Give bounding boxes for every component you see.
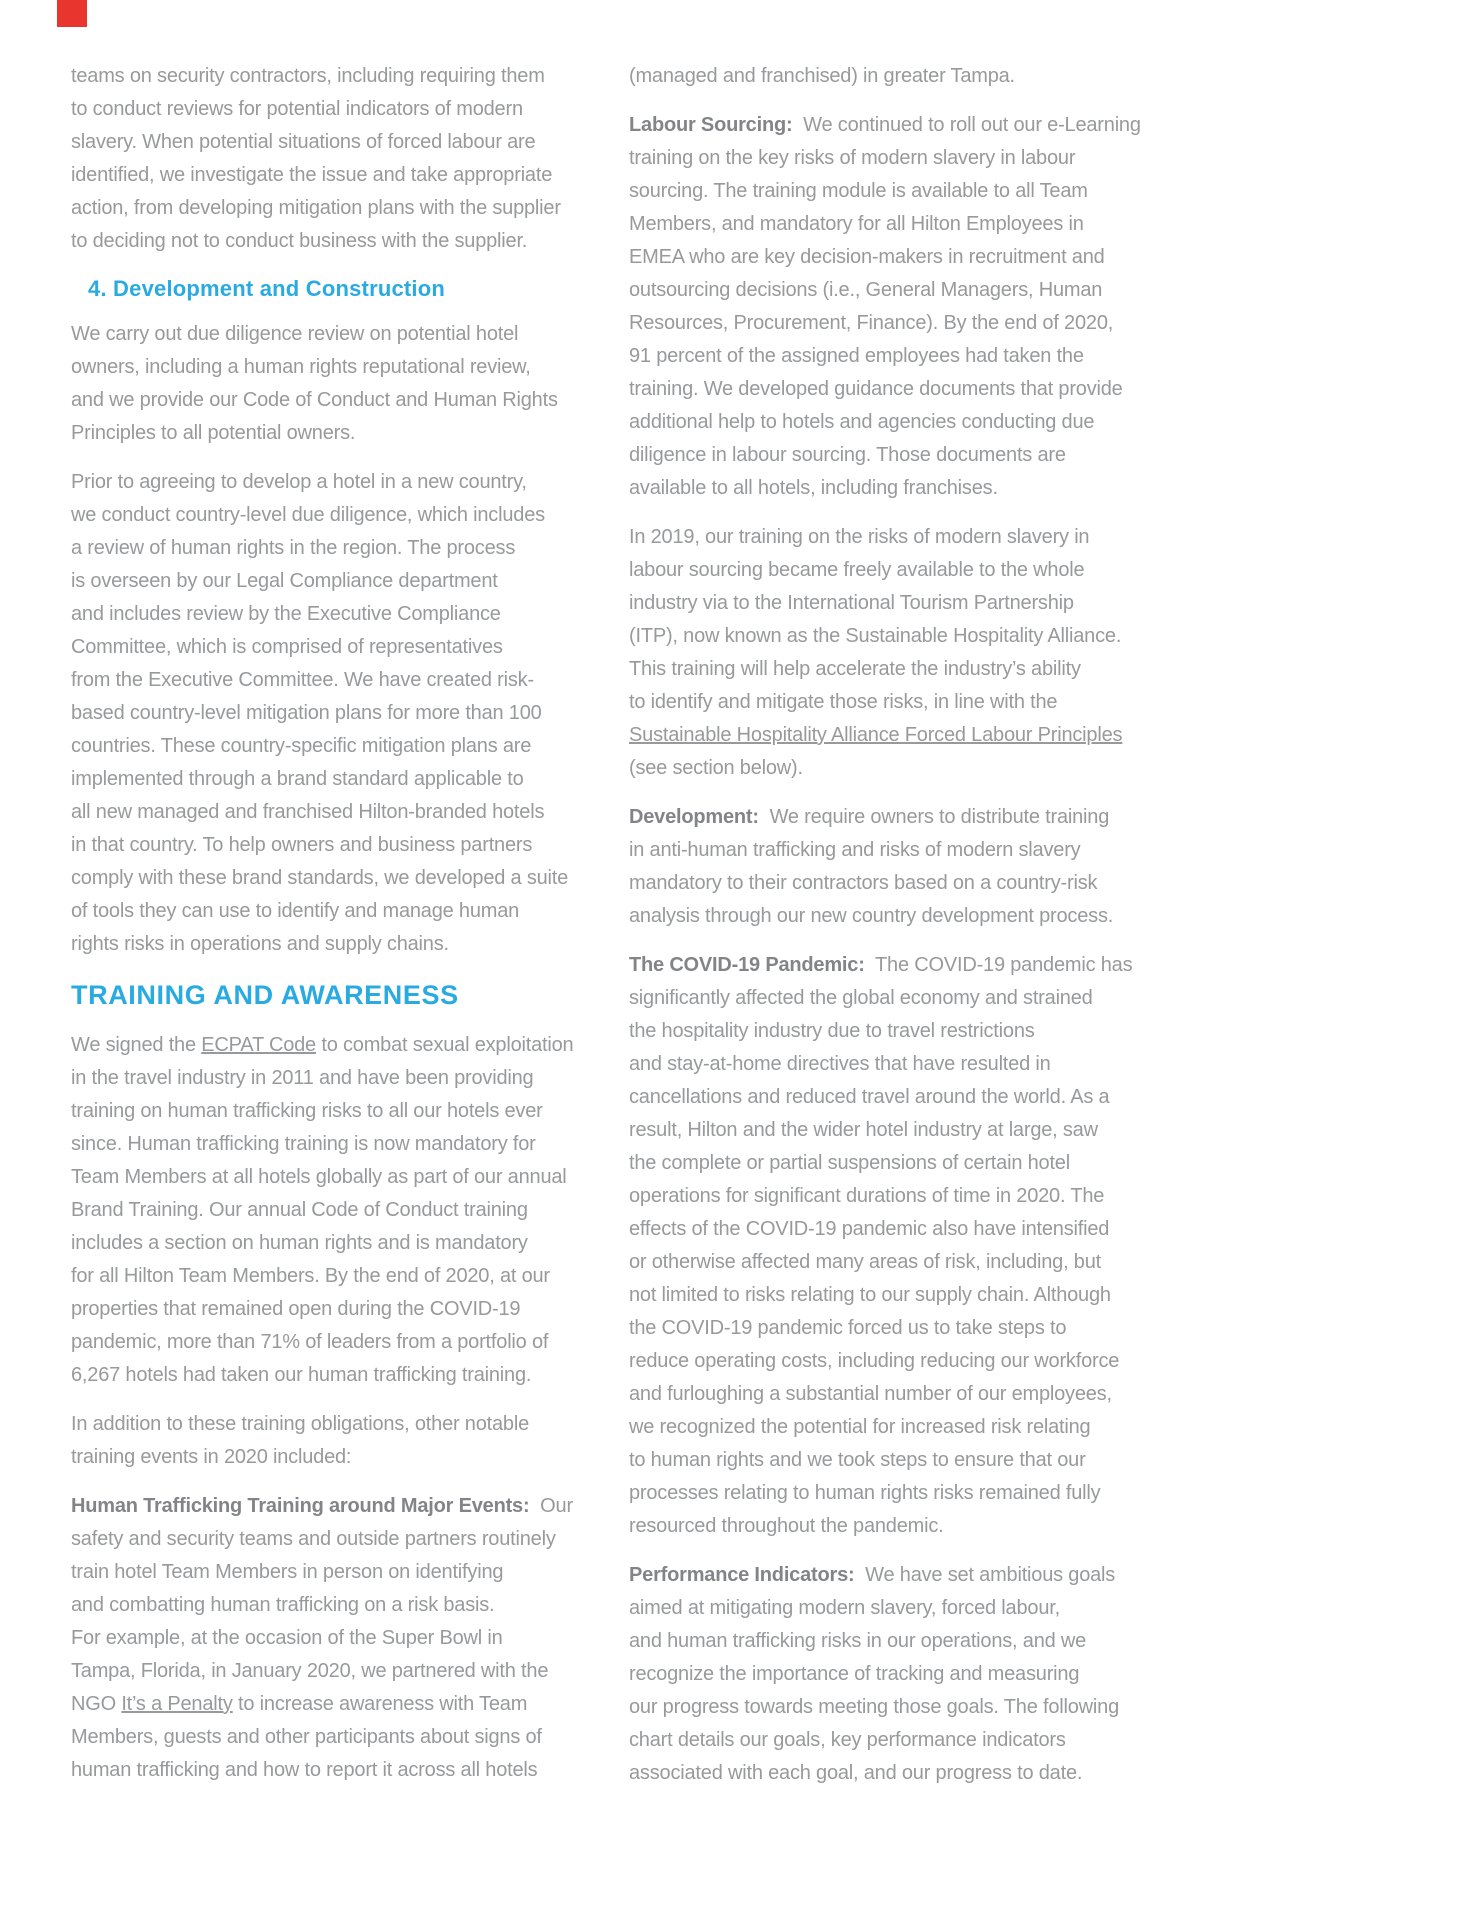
text-line <box>71 1441 587 1474</box>
text-line <box>629 1345 1145 1378</box>
paragraph <box>629 109 1145 505</box>
text-segment: action, from developing mitigation plans with the supplier <box>71 197 561 219</box>
text-segment: result, Hilton and the wider hotel industry at large, saw <box>629 1119 1098 1141</box>
text-line <box>629 406 1145 439</box>
text-segment: cancellations and reduced travel around the world. As a <box>629 1086 1110 1108</box>
text-line <box>629 373 1145 406</box>
text-line <box>71 862 587 895</box>
text-segment: and combatting human trafficking on a risk basis. <box>71 1594 495 1616</box>
text-line <box>629 900 1145 933</box>
text-line <box>71 664 587 697</box>
text-segment: properties that remained open during the COVID-19 <box>71 1298 521 1320</box>
text-segment: (see section below). <box>629 757 803 779</box>
text-line <box>629 1592 1145 1625</box>
text-line <box>629 1213 1145 1246</box>
text-segment: not limited to risks relating to our supply chain. Although <box>629 1284 1111 1306</box>
text-segment: and human trafficking risks in our operations, and we <box>629 1630 1087 1652</box>
text-line <box>71 1556 587 1589</box>
text-segment: human trafficking and how to report it across all hotels <box>71 1759 538 1781</box>
document-page <box>71 60 1431 1806</box>
text-link[interactable]: It’s a Penalty <box>121 1693 233 1715</box>
text-segment: in the travel industry in 2011 and have been providing <box>71 1067 534 1089</box>
text-line <box>629 1048 1145 1081</box>
text-segment: rights risks in operations and supply chains. <box>71 933 449 955</box>
text-segment: associated with each goal, and our progress to date. <box>629 1762 1083 1784</box>
text-segment: identified, we investigate the issue and take appropriate <box>71 164 553 186</box>
text-line <box>71 598 587 631</box>
text-segment: and we provide our Code of Conduct and Human Rights <box>71 389 558 411</box>
text-segment: training events in 2020 included: <box>71 1446 352 1468</box>
text-line <box>629 1477 1145 1510</box>
text-segment: We require owners to distribute training <box>758 806 1110 828</box>
text-line <box>71 631 587 664</box>
text-line <box>71 1721 587 1754</box>
two-column-layout <box>71 60 1431 1806</box>
text-segment: pandemic, more than 71% of leaders from a portfolio of <box>71 1331 549 1353</box>
text-segment: significantly affected the global economy and strained <box>629 987 1093 1009</box>
text-line <box>629 1658 1145 1691</box>
text-segment: sourcing. The training module is available to all Team <box>629 180 1088 202</box>
text-segment: effects of the COVID-19 pandemic also have intensified <box>629 1218 1110 1240</box>
text-line <box>71 1128 587 1161</box>
text-line <box>629 1180 1145 1213</box>
text-segment: to deciding not to conduct business with the supplier. <box>71 230 528 252</box>
text-line <box>71 796 587 829</box>
text-line <box>71 1095 587 1128</box>
text-segment: training. We developed guidance documents that provide <box>629 378 1123 400</box>
text-segment: is overseen by our Legal Compliance department <box>71 570 498 592</box>
text-line <box>629 439 1145 472</box>
paragraph <box>629 801 1145 933</box>
text-segment: diligence in labour sourcing. Those documents are <box>629 444 1066 466</box>
text-line <box>71 1161 587 1194</box>
text-line <box>629 241 1145 274</box>
text-line <box>71 1688 587 1721</box>
text-segment: (managed and franchised) in greater Tampa. <box>629 65 1015 87</box>
text-segment: the COVID-19 pandemic forced us to take steps to <box>629 1317 1067 1339</box>
text-line <box>629 1081 1145 1114</box>
text-segment: for all Hilton Team Members. By the end of 2020, at our <box>71 1265 550 1287</box>
text-segment: Prior to agreeing to develop a hotel in a new country, <box>71 471 527 493</box>
text-segment: Team Members at all hotels globally as part of our annual <box>71 1166 567 1188</box>
text-line <box>71 532 587 565</box>
paragraph <box>71 318 587 450</box>
text-segment: our progress towards meeting those goals. The following <box>629 1696 1120 1718</box>
text-line <box>71 1326 587 1359</box>
text-segment: Resources, Procurement, Finance). By the end of 2020, <box>629 312 1114 334</box>
text-segment: resourced throughout the pandemic. <box>629 1515 944 1537</box>
text-segment: to increase awareness with Team <box>232 1693 528 1715</box>
text-segment: This training will help accelerate the industry’s ability <box>629 658 1081 680</box>
text-line <box>71 829 587 862</box>
text-segment: mandatory to their contractors based on a country-risk <box>629 872 1098 894</box>
text-line <box>629 274 1145 307</box>
bold-run-in-label: Development: <box>629 806 759 828</box>
text-line <box>71 928 587 961</box>
text-segment: countries. These country-specific mitigation plans are <box>71 735 532 757</box>
text-line <box>629 686 1145 719</box>
text-line <box>71 1293 587 1326</box>
text-segment: chart details our goals, key performance indicators <box>629 1729 1066 1751</box>
text-segment: Members, guests and other participants about signs of <box>71 1726 542 1748</box>
text-line <box>629 801 1145 834</box>
text-line <box>71 1062 587 1095</box>
text-line <box>71 93 587 126</box>
text-line <box>629 1378 1145 1411</box>
text-segment: in anti-human trafficking and risks of modern slavery <box>629 839 1081 861</box>
text-segment: analysis through our new country development process. <box>629 905 1114 927</box>
text-segment: available to all hotels, including franchises. <box>629 477 998 499</box>
text-line <box>71 499 587 532</box>
text-segment: (ITP), now known as the Sustainable Hospitality Alliance. <box>629 625 1122 647</box>
right-column <box>629 60 1145 1806</box>
text-line <box>629 1559 1145 1592</box>
text-segment: We carry out due diligence review on potential hotel <box>71 323 519 345</box>
text-segment: NGO <box>71 1693 122 1715</box>
text-line <box>629 1411 1145 1444</box>
text-line <box>629 1757 1145 1790</box>
text-segment: teams on security contractors, including requiring them <box>71 65 545 87</box>
text-line <box>629 1312 1145 1345</box>
text-line <box>71 1260 587 1293</box>
text-line <box>629 653 1145 686</box>
paragraph <box>71 466 587 961</box>
text-segment: operations for significant durations of time in 2020. The <box>629 1185 1105 1207</box>
bold-run-in-label: Labour Sourcing: <box>629 114 793 136</box>
bold-run-in-label: Performance Indicators: <box>629 1564 855 1586</box>
text-line <box>629 472 1145 505</box>
text-segment: to identify and mitigate those risks, in line with the <box>629 691 1058 713</box>
paragraph <box>71 1490 587 1787</box>
bold-run-in-label: The COVID-19 Pandemic: <box>629 954 865 976</box>
text-segment: we conduct country-level due diligence, which includes <box>71 504 545 526</box>
text-segment: from the Executive Committee. We have created risk- <box>71 669 534 691</box>
text-line <box>629 340 1145 373</box>
text-line <box>71 1490 587 1523</box>
text-line <box>71 565 587 598</box>
text-segment: 91 percent of the assigned employees had taken the <box>629 345 1084 367</box>
text-segment: The COVID-19 pandemic has <box>864 954 1133 976</box>
text-segment: Our <box>529 1495 573 1517</box>
text-segment: and includes review by the Executive Compliance <box>71 603 501 625</box>
text-segment: In addition to these training obligations, other notable <box>71 1413 530 1435</box>
section-heading: TRAINING AND AWARENESS <box>71 980 459 1010</box>
text-line <box>629 554 1145 587</box>
text-segment: slavery. When potential situations of forced labour are <box>71 131 536 153</box>
text-line <box>629 1510 1145 1543</box>
subsection-heading: 4. Development and Construction <box>88 276 446 301</box>
paragraph <box>71 1029 587 1392</box>
text-line <box>629 1279 1145 1312</box>
text-segment: aimed at mitigating modern slavery, forced labour, <box>629 1597 1060 1619</box>
paragraph <box>629 521 1145 785</box>
text-segment: based country-level mitigation plans for more than 100 <box>71 702 542 724</box>
text-segment: the hospitality industry due to travel restrictions <box>629 1020 1035 1042</box>
text-line <box>629 1015 1145 1048</box>
text-segment: recognize the importance of tracking and measuring <box>629 1663 1080 1685</box>
text-line <box>71 1194 587 1227</box>
text-link[interactable]: ECPAT Code <box>201 1034 316 1056</box>
text-segment: EMEA who are key decision-makers in recruitment and <box>629 246 1105 268</box>
text-line <box>629 1444 1145 1477</box>
text-segment: We continued to roll out our e-Learning <box>792 114 1141 136</box>
text-line <box>629 142 1145 175</box>
text-line <box>629 60 1145 93</box>
text-segment: We signed the <box>71 1034 202 1056</box>
text-line <box>71 1589 587 1622</box>
text-segment: Brand Training. Our annual Code of Conduct training <box>71 1199 528 1221</box>
left-column <box>71 60 587 1806</box>
text-segment: since. Human trafficking training is now mandatory for <box>71 1133 536 1155</box>
text-line <box>71 60 587 93</box>
text-line <box>71 1655 587 1688</box>
text-line <box>629 752 1145 785</box>
text-segment: safety and security teams and outside partners routinely <box>71 1528 556 1550</box>
text-segment: owners, including a human rights reputational review, <box>71 356 531 378</box>
text-line <box>71 417 587 450</box>
text-line <box>71 1408 587 1441</box>
paragraph <box>629 1559 1145 1790</box>
text-segment: outsourcing decisions (i.e., General Managers, Human <box>629 279 1103 301</box>
text-line <box>629 587 1145 620</box>
text-segment: For example, at the occasion of the Super Bowl in <box>71 1627 503 1649</box>
text-line <box>71 1029 587 1062</box>
bold-run-in-label: Human Trafficking Training around Major Events: <box>71 1495 530 1517</box>
text-segment: implemented through a brand standard applicable to <box>71 768 524 790</box>
page-corner-marker <box>57 0 87 27</box>
text-segment: the complete or partial suspensions of certain hotel <box>629 1152 1070 1174</box>
paragraph <box>71 60 587 258</box>
text-line <box>629 1691 1145 1724</box>
text-line <box>71 1622 587 1655</box>
text-line <box>629 307 1145 340</box>
text-segment: 6,267 hotels had taken our human trafficking training. <box>71 1364 532 1386</box>
text-segment: we recognized the potential for increased risk relating <box>629 1416 1091 1438</box>
text-line <box>629 982 1145 1015</box>
text-line <box>71 126 587 159</box>
text-line <box>71 318 587 351</box>
text-line <box>71 1359 587 1392</box>
text-link[interactable]: Sustainable Hospitality Alliance Forced Labour Principles <box>629 724 1123 746</box>
text-segment: to human rights and we took steps to ensure that our <box>629 1449 1086 1471</box>
text-line <box>629 521 1145 554</box>
text-line <box>71 159 587 192</box>
text-line <box>629 1625 1145 1658</box>
text-segment: all new managed and franchised Hilton-branded hotels <box>71 801 545 823</box>
text-segment: Tampa, Florida, in January 2020, we partnered with the <box>71 1660 549 1682</box>
text-segment: Committee, which is comprised of representatives <box>71 636 503 658</box>
text-segment: industry via to the International Tourism Partnership <box>629 592 1074 614</box>
text-line <box>71 1523 587 1556</box>
text-line <box>71 192 587 225</box>
text-line <box>71 384 587 417</box>
text-line <box>629 1147 1145 1180</box>
text-segment: reduce operating costs, including reducing our workforce <box>629 1350 1120 1372</box>
text-segment: to combat sexual exploitation <box>315 1034 574 1056</box>
text-segment: and furloughing a substantial number of our employees, <box>629 1383 1112 1405</box>
text-line <box>629 834 1145 867</box>
text-segment: additional help to hotels and agencies conducting due <box>629 411 1095 433</box>
text-segment: in that country. To help owners and business partners <box>71 834 533 856</box>
text-line <box>71 1754 587 1787</box>
text-line <box>71 697 587 730</box>
text-segment: train hotel Team Members in person on identifying <box>71 1561 504 1583</box>
text-segment: of tools they can use to identify and manage human <box>71 900 520 922</box>
text-segment: includes a section on human rights and is mandatory <box>71 1232 528 1254</box>
text-segment: processes relating to human rights risks remained fully <box>629 1482 1101 1504</box>
text-segment: labour sourcing became freely available to the whole <box>629 559 1085 581</box>
text-line <box>71 466 587 499</box>
text-segment: training on the key risks of modern slavery in labour <box>629 147 1076 169</box>
text-line <box>629 109 1145 142</box>
text-line <box>629 1724 1145 1757</box>
text-line <box>71 1227 587 1260</box>
paragraph <box>629 949 1145 1543</box>
text-segment: a review of human rights in the region. The process <box>71 537 516 559</box>
paragraph <box>629 60 1145 93</box>
text-segment: training on human trafficking risks to all our hotels ever <box>71 1100 543 1122</box>
text-line <box>629 620 1145 653</box>
text-segment: In 2019, our training on the risks of modern slavery in <box>629 526 1090 548</box>
text-line <box>71 763 587 796</box>
text-segment: to conduct reviews for potential indicators of modern <box>71 98 523 120</box>
text-line <box>629 1246 1145 1279</box>
text-segment: and stay-at-home directives that have resulted in <box>629 1053 1051 1075</box>
text-line <box>71 730 587 763</box>
text-segment: or otherwise affected many areas of risk, including, but <box>629 1251 1102 1273</box>
paragraph <box>71 1408 587 1474</box>
text-line <box>629 867 1145 900</box>
text-segment: Members, and mandatory for all Hilton Employees in <box>629 213 1084 235</box>
text-segment: Principles to all potential owners. <box>71 422 356 444</box>
text-line <box>629 208 1145 241</box>
text-line <box>71 895 587 928</box>
text-line <box>629 719 1145 752</box>
text-line <box>629 175 1145 208</box>
text-segment: We have set ambitious goals <box>854 1564 1116 1586</box>
text-segment: comply with these brand standards, we developed a suite <box>71 867 569 889</box>
text-line <box>71 225 587 258</box>
text-line <box>629 1114 1145 1147</box>
text-line <box>629 949 1145 982</box>
text-line <box>71 351 587 384</box>
